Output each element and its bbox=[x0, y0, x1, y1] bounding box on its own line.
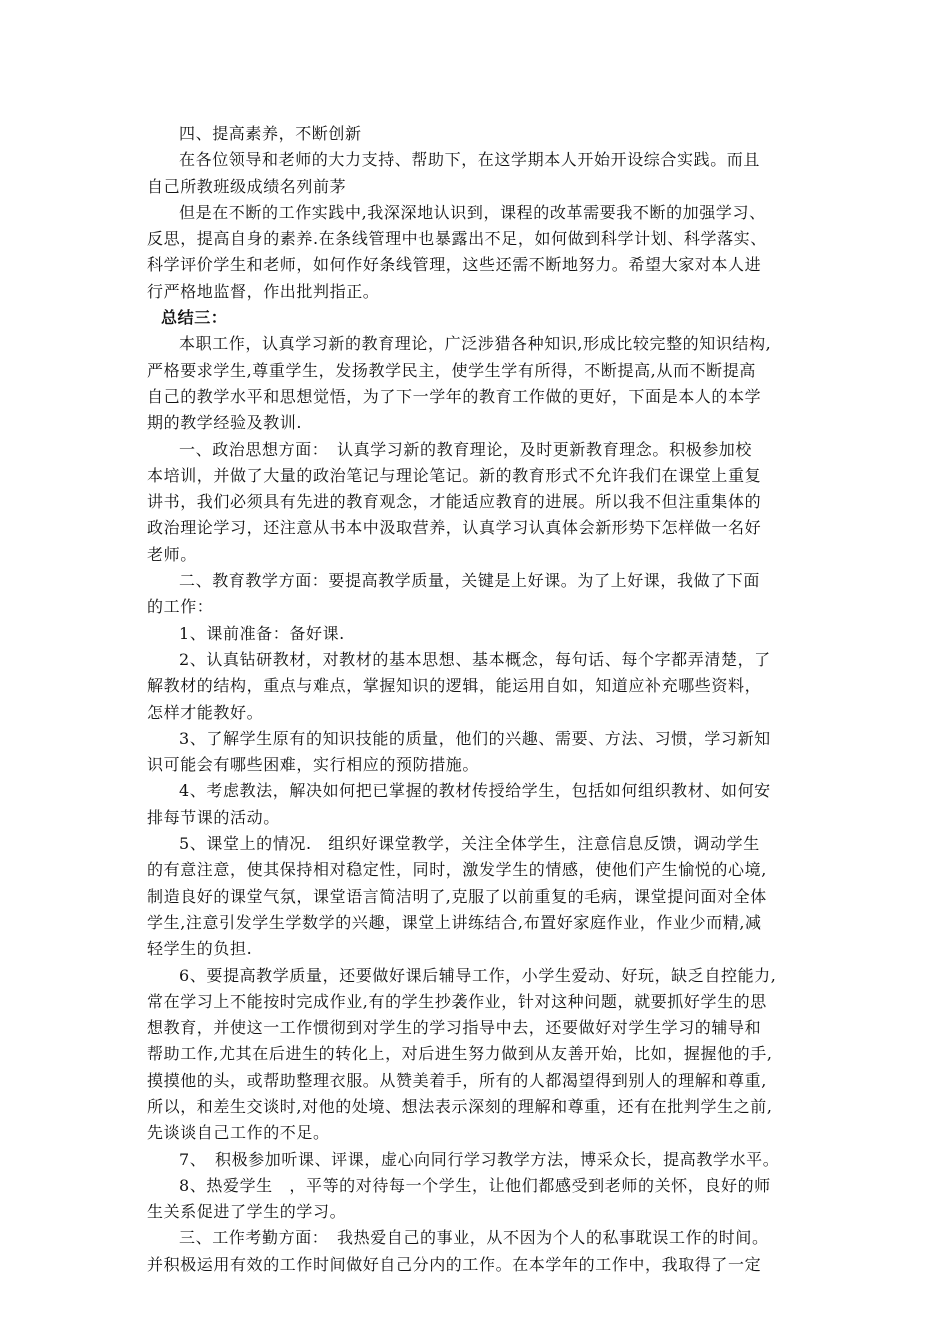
text-line: 一、政治思想方面： 认真学习新的教育理论，及时更新教育理念。积极参加校 bbox=[179, 439, 753, 459]
text-line: 识可能会有哪些困难，实行相应的预防措施。 bbox=[147, 755, 480, 775]
text-line: 解教材的结构，重点与难点，掌握知识的逻辑，能运用自如，知道应补充哪些资料， bbox=[147, 676, 762, 696]
text-line: 的工作： bbox=[147, 597, 214, 617]
text-line: 制造良好的课堂气氛，课堂语言简洁明了,克服了以前重复的毛病，课堂提问面对全体 bbox=[147, 886, 767, 906]
text-line: 并积极运用有效的工作时间做好自己分内的工作。在本学年的工作中，我取得了一定 bbox=[147, 1254, 762, 1274]
text-line: 严格要求学生,尊重学生，发扬教学民主，使学生学有所得，不断提高,从而不断提高 bbox=[147, 360, 756, 380]
text-line: 讲书，我们必须具有先进的教育观念，才能适应教育的进展。所以我不但注重集体的 bbox=[147, 492, 762, 512]
text-line: 先谈谈自己工作的不足。 bbox=[147, 1123, 330, 1143]
text-line: 帮助工作,尤其在后进生的转化上，对后进生努力做到从友善开始，比如，握握他的手, bbox=[147, 1044, 773, 1064]
text-line: 生关系促进了学生的学习。 bbox=[147, 1202, 347, 1222]
text-line: 所以，和差生交谈时,对他的处境、想法表示深刻的理解和尊重，还有在批判学生之前, bbox=[147, 1096, 773, 1116]
text-line: 自己所教班级成绩名列前茅 bbox=[147, 176, 347, 196]
text-line: 本培训，并做了大量的政治笔记与理论笔记。新的教育形式不允许我们在课堂上重复 bbox=[147, 465, 762, 485]
text-line: 科学评价学生和老师，如何作好条线管理，这些还需不断地努力。希望大家对本人进 bbox=[147, 255, 762, 275]
text-line: 二、教育教学方面：要提高教学质量，关键是上好课。为了上好课，我做了下面 bbox=[179, 571, 761, 591]
text-line: 1、课前准备：备好课. bbox=[179, 623, 345, 643]
text-line: 3、了解学生原有的知识技能的质量，他们的兴趣、需要、方法、习惯，学习新知 bbox=[179, 728, 771, 748]
text-line: 自己的教学水平和思想觉悟，为了下一学年的教育工作做的更好，下面是本人的本学 bbox=[147, 386, 762, 406]
text-line: 想教育，并使这一工作惯彻到对学生的学习指导中去，还要做好对学生学习的辅导和 bbox=[147, 1018, 762, 1038]
section-heading: 总结三： bbox=[161, 308, 228, 328]
text-line: 摸摸他的头，或帮助整理衣服。从赞美着手，所有的人都渴望得到别人的理解和尊重, bbox=[147, 1070, 767, 1090]
text-line: 但是在不断的工作实践中,我深深地认识到，课程的改革需要我不断的加强学习、 bbox=[179, 202, 766, 222]
text-line: 5、课堂上的情况. 组织好课堂教学，关注全体学生，注意信息反馈，调动学生 bbox=[179, 834, 760, 854]
text-line: 本职工作，认真学习新的教育理论，广泛涉猎各种知识,形成比较完整的知识结构, bbox=[179, 334, 772, 354]
text-line: 4、考虑教法，解决如何把已掌握的教材传授给学生，包括如何组织教材、如何安 bbox=[179, 781, 771, 801]
text-line: 2、认真钻研教材，对教材的基本思想、基本概念，每句话、每个字都弄清楚，了 bbox=[179, 649, 771, 669]
text-line: 学生,注意引发学生学数学的兴趣，课堂上讲练结合,布置好家庭作业，作业少而精,减 bbox=[147, 912, 762, 932]
text-line: 排每节课的活动。 bbox=[147, 807, 280, 827]
text-line: 行严格地监督，作出批判指正。 bbox=[147, 281, 380, 301]
text-line: 老师。 bbox=[147, 544, 197, 564]
text-line: 7、 积极参加听课、评课，虚心向同行学习教学方法，博采众长，提高教学水平。 bbox=[179, 1149, 780, 1169]
text-line: 四、提高素养，不断创新 bbox=[179, 124, 362, 143]
text-line: 政治理论学习，还注意从书本中汲取营养，认真学习认真体会新形势下怎样做一名好 bbox=[147, 518, 762, 538]
text-line: 期的教学经验及教训. bbox=[147, 413, 303, 433]
text-line: 三、工作考勤方面： 我热爱自己的事业，从不因为个人的私事耽误工作的时间。 bbox=[179, 1228, 769, 1248]
text-line: 怎样才能教好。 bbox=[147, 702, 264, 722]
text-line: 8、热爱学生 ，平等的对待每一个学生，让他们都感受到老师的关怀，良好的师 bbox=[179, 1175, 771, 1195]
text-line: 常在学习上不能按时完成作业,有的学生抄袭作业，针对这种问题，就要抓好学生的思 bbox=[147, 991, 767, 1011]
text-line: 6、要提高教学质量，还要做好课后辅导工作，小学生爱动、好玩，缺乏自控能力, bbox=[179, 965, 777, 985]
text-line: 在各位领导和老师的大力支持、帮助下，在这学期本人开始开设综合实践。而且 bbox=[179, 150, 761, 170]
text-line: 反思，提高自身的素养.在条线管理中也暴露出不足，如何做到科学计划、科学落实、 bbox=[147, 229, 767, 249]
text-line: 的有意注意，使其保持相对稳定性，同时，激发学生的情感，使他们产生愉悦的心境, bbox=[147, 860, 767, 880]
document-page bbox=[147, 121, 811, 1278]
text-line: 轻学生的负担. bbox=[147, 939, 253, 959]
